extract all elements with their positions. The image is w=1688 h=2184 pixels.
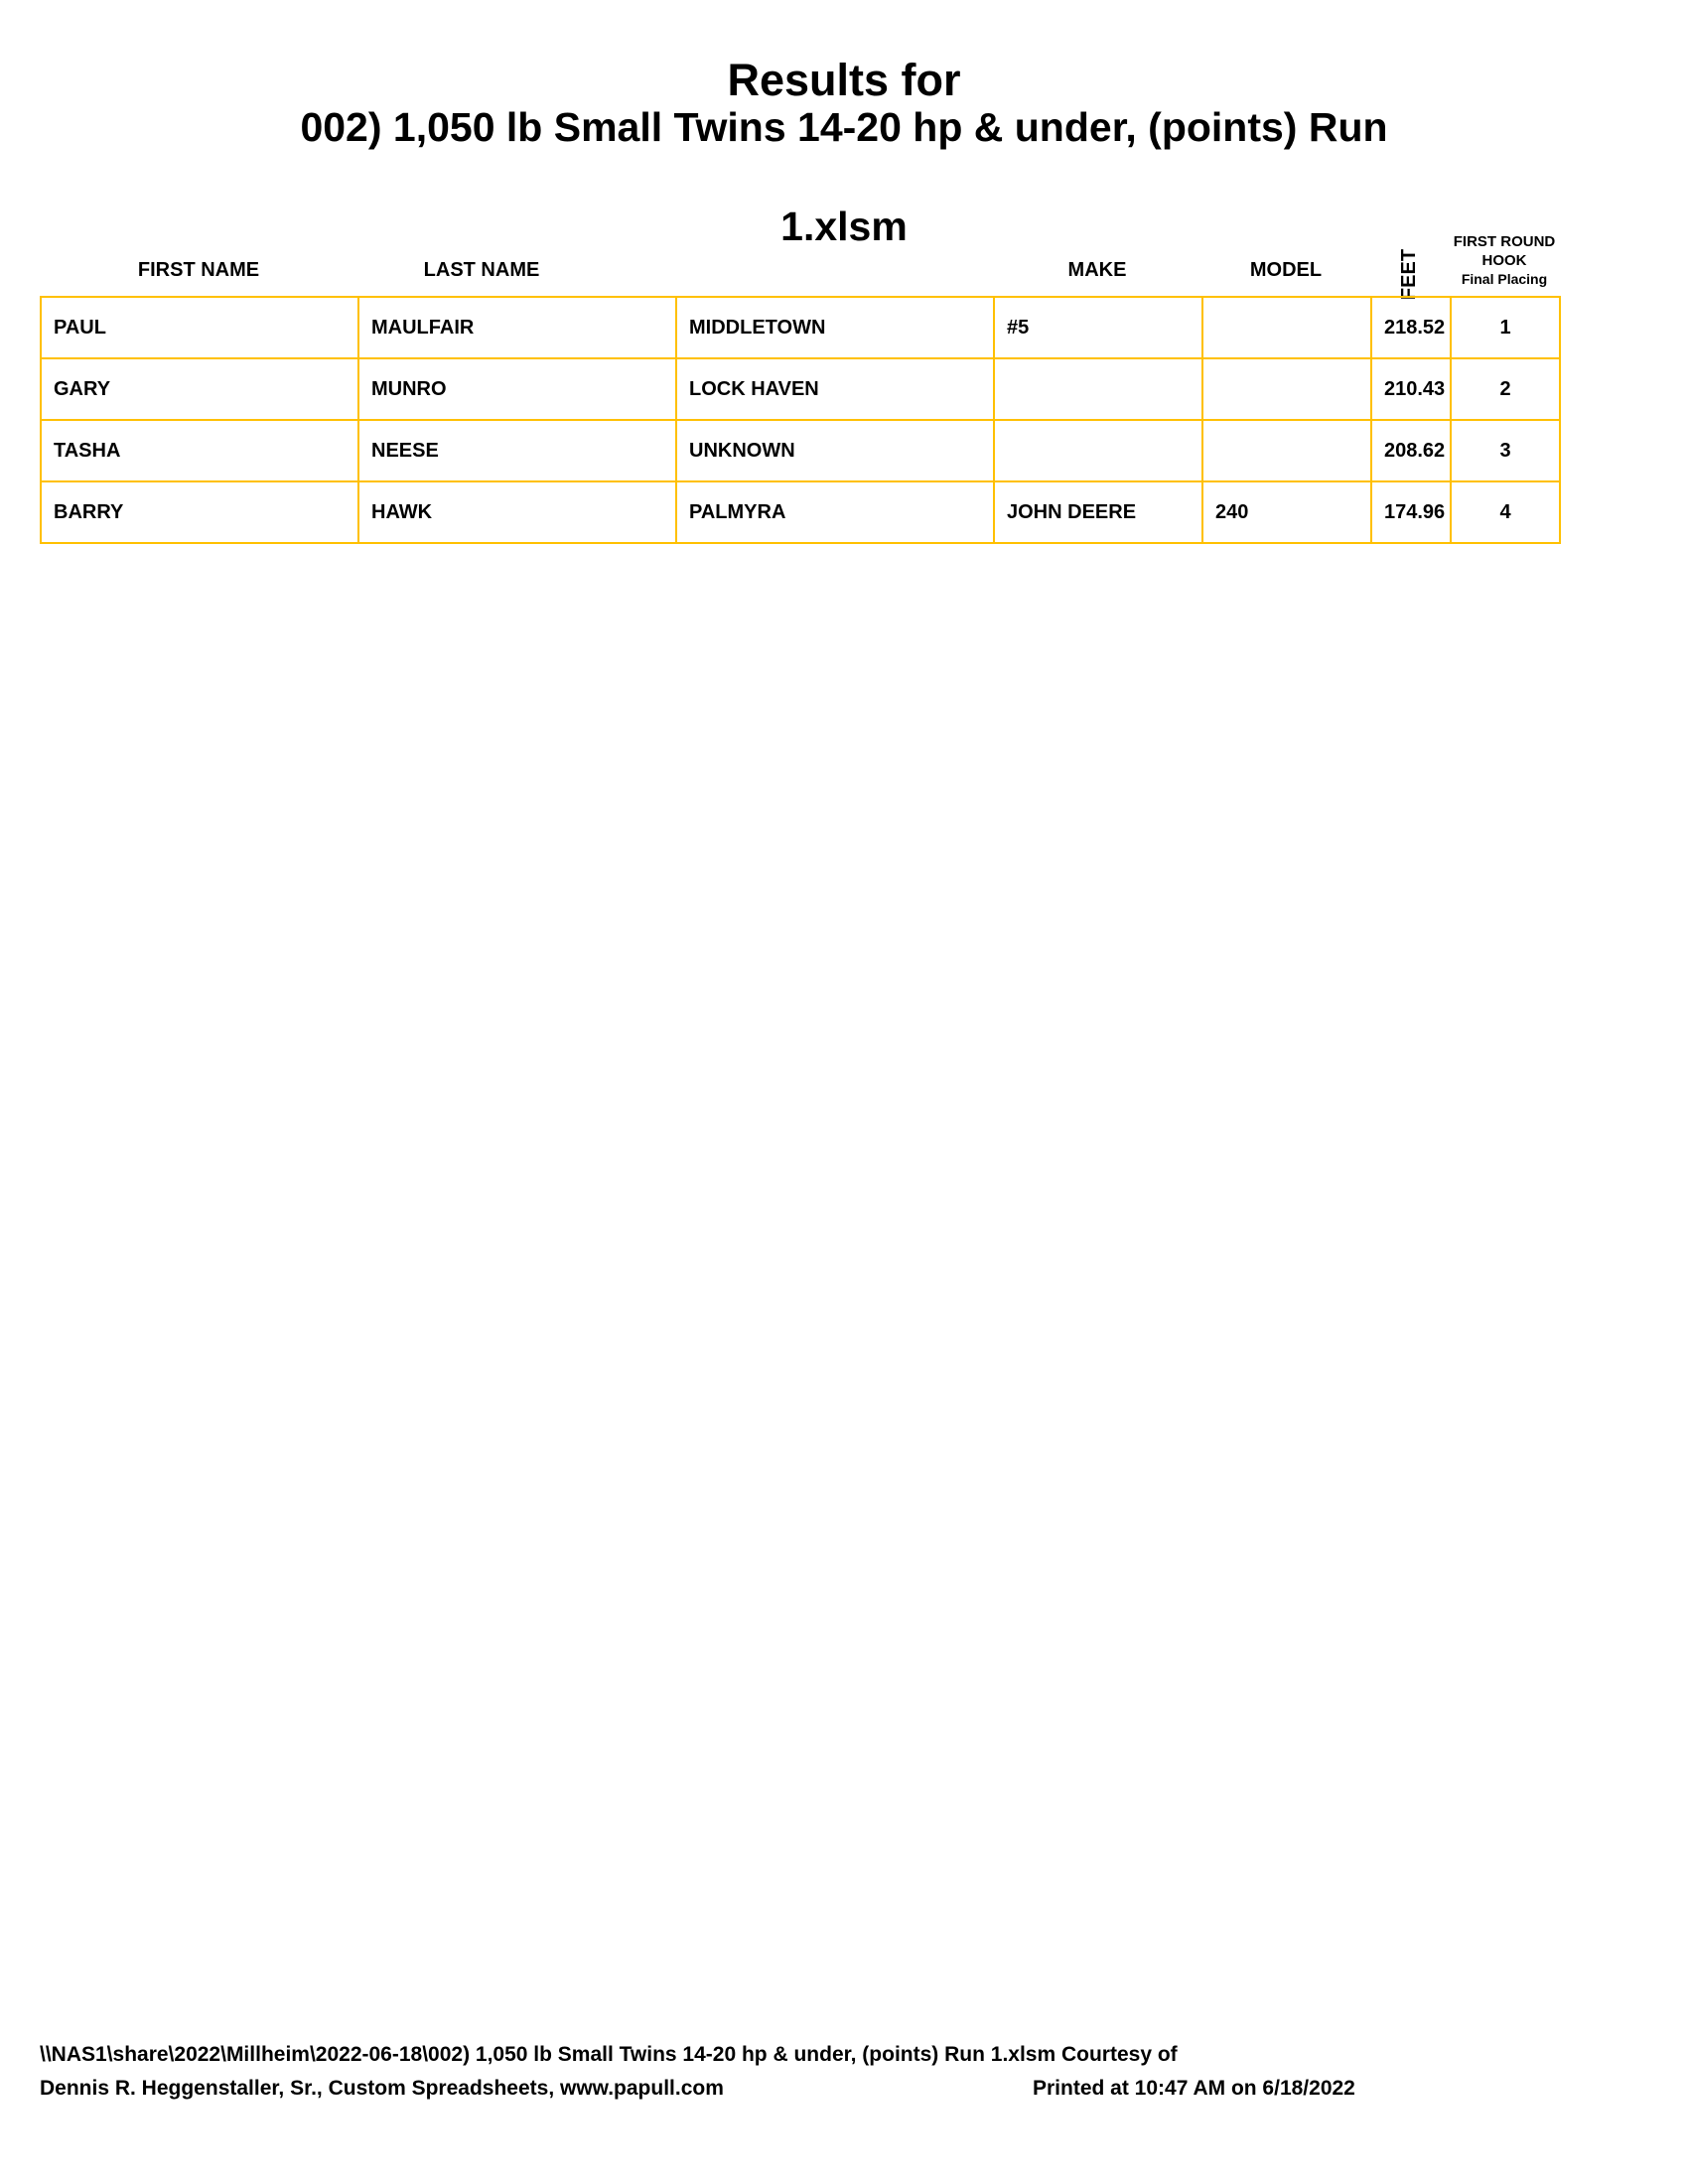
- cell-placing: 2: [1451, 358, 1560, 420]
- cell-first-name: PAUL: [41, 297, 358, 358]
- cell-placing: 1: [1451, 297, 1560, 358]
- cell-last-name: MAULFAIR: [358, 297, 676, 358]
- cell-last-name: HAWK: [358, 481, 676, 543]
- cell-last-name: NEESE: [358, 420, 676, 481]
- page-title-line-3: 1.xlsm: [780, 204, 908, 249]
- cell-make: JOHN DEERE: [994, 481, 1202, 543]
- cell-first-name: TASHA: [41, 420, 358, 481]
- table-column-headers: [40, 208, 1559, 301]
- cell-feet: 218.52: [1371, 297, 1451, 358]
- cell-model: [1202, 358, 1371, 420]
- footer-printed-timestamp: Printed at 10:47 AM on 6/18/2022: [1033, 2077, 1355, 2101]
- cell-model: [1202, 420, 1371, 481]
- document-title-block: [0, 0, 1688, 151]
- column-header-final-placing: [1450, 233, 1559, 288]
- cell-model: 240: [1202, 481, 1371, 543]
- table-row: [41, 420, 1560, 481]
- column-header-placing-line-2: HOOK: [1481, 251, 1527, 269]
- column-header-make: MAKE: [1067, 259, 1127, 281]
- table-row: [41, 481, 1560, 543]
- cell-make: #5: [994, 297, 1202, 358]
- cell-first-name: GARY: [41, 358, 358, 420]
- cell-town: UNKNOWN: [676, 420, 994, 481]
- column-header-feet: [1370, 248, 1450, 301]
- page-footer: [40, 2038, 1648, 2107]
- cell-last-name: MUNRO: [358, 358, 676, 420]
- page-title-line-2: 002) 1,050 lb Small Twins 14-20 hp & under, (points) Run: [300, 104, 1388, 151]
- cell-model: [1202, 297, 1371, 358]
- cell-feet: 174.96: [1371, 481, 1451, 543]
- cell-town: PALMYRA: [676, 481, 994, 543]
- footer-file-path: \\NAS1\share\2022\Millheim\2022-06-18\002) 1,050 lb Small Twins 14-20 hp & under, (points) Run 1.xlsm Courtesy of: [40, 2042, 1178, 2066]
- footer-credit: Dennis R. Heggenstaller, Sr., Custom Spreadsheets, www.papull.com: [40, 2077, 724, 2101]
- cell-feet: 210.43: [1371, 358, 1451, 420]
- column-header-first-name: FIRST NAME: [137, 259, 260, 281]
- column-header-model: MODEL: [1249, 259, 1323, 281]
- page-title-line-1: Results for: [727, 55, 961, 105]
- table-row: [41, 297, 1560, 358]
- column-header-placing-line-1: FIRST ROUND: [1453, 233, 1556, 250]
- cell-town: MIDDLETOWN: [676, 297, 994, 358]
- cell-first-name: BARRY: [41, 481, 358, 543]
- table-row: [41, 358, 1560, 420]
- column-header-placing-line-3: Final Placing: [1461, 270, 1548, 287]
- cell-make: [994, 420, 1202, 481]
- results-table: [40, 296, 1561, 544]
- column-header-last-name: LAST NAME: [423, 259, 540, 281]
- cell-feet: 208.62: [1371, 420, 1451, 481]
- cell-town: LOCK HAVEN: [676, 358, 994, 420]
- cell-placing: 3: [1451, 420, 1560, 481]
- cell-placing: 4: [1451, 481, 1560, 543]
- cell-make: [994, 358, 1202, 420]
- column-header-feet-label: FEET: [1398, 248, 1421, 301]
